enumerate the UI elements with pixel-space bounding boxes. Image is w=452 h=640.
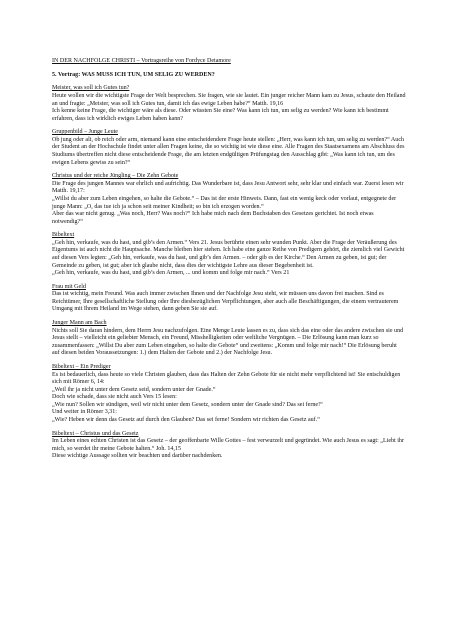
paragraph: Aber das war nicht genug. „Was noch, Herr? Was noch?“ Ich habe mich nach dem Buchstaben des Gesetzes gerichtet. Ist noch etwas notwendig?“	[52, 211, 374, 225]
section-heading: Christus und der reiche Jüngling – Die Zehn Gebote	[52, 173, 179, 180]
section	[52, 85, 406, 123]
paragraph: „Geh hin, verkaufe, was du hast, und gib’s den Armen, ... und komm und folge mir nach.“ Vers 21	[52, 270, 290, 277]
paragraph: Ich kenne keine Frage, die wichtiger wäre als diese. Oder wüssten Sie eine? Was kann ich tun, um selig zu werden? Wie kann ich bestimmt erfahren, dass ich wirklich ewiges Leben haben kann?	[52, 108, 389, 122]
paragraph: Das ist wichtig, mein Freund. Was auch immer zwischen Ihnen und der Nachfolge Jesu steht, wir müssen uns davon frei machen. Sind es Reichtümer, Ihre gesellschaftliche Stellung oder Ihre diesbezüglichen Verpflichtungen, aber auch alle Beschäftigungen, die einem vertrauterem Umgang mit Ihrem Heiland im Wege stehen, dann geben Sie sie auf.	[52, 291, 399, 313]
lecture-title: 5. Vortrag: WAS MUSS ICH TUN, UM SELIG ZU WERDEN?	[52, 71, 215, 78]
section-heading: Frau mit Geld	[52, 283, 86, 290]
paragraph: Und weiter in Römer 3,31:	[52, 409, 117, 416]
section	[52, 129, 406, 167]
section-heading: Bibeltext – Christus und das Gesetz	[52, 430, 139, 437]
section	[52, 173, 406, 226]
section-heading: Meister, was soll ich Gutes tun?	[52, 85, 130, 92]
paragraph: Ob jung oder alt, ob reich oder arm, niemand kann eine entscheidendere Frage heute stellen: „Herr, was kann ich tun, um selig zu werden?“ Auch der Student an der Hochschule findet unter allen Fragen keine, die so wichtig ist wie diese eine. Alle Fragen des Staatsexamens am Abschluss des Studiums übertreffen nicht diese entscheidende Frage, die am letzten endgültigen Prüfungstag den Ausschlag gibt: „Was kann ich tun, um des ewigen Lebens gewiss zu sein?“	[52, 136, 405, 166]
section	[52, 431, 406, 461]
sections	[52, 85, 406, 460]
paragraph: „Weil ihr ja nicht unter dem Gesetz seid, sondern unter der Gnade.“	[52, 386, 216, 393]
paragraph: Im Leben eines echten Christen ist das Gesetz – der geoffenbarte Wille Gottes – fest verwurzelt und gegründet. Wie auch Jesus es sagt: „Liebt ihr mich, so werdet ihr meine Gebote halten.“ Joh. 14,15	[52, 438, 404, 452]
paragraph: Heute wollen wir die wichtigste Frage der Welt besprechen. Sie fragen, wie sie lautet. Ein junger reicher Mann kam zu Jesus, schaute den Heiland an und fragte: „Meister, was soll ich Gutes tun, damit ich das ewige Leben habe?“ Matth. 19,16	[52, 93, 406, 107]
section-heading: Junger Mann am Bach	[52, 320, 107, 327]
section	[52, 232, 406, 277]
section	[52, 320, 406, 358]
paragraph: Nichts soll Sie daran hindern, dem Herrn Jesu nachzufolgen. Eine Menge Leute lassen es zu, dass sich das eine oder das andere zwischen sie und Jesus stellt – vielleicht ein geliebter Mensch, ein Freund, Misshelligkeiten oder weltliche Vergnügen. – Die Erlösung kann man kurz so zusammenfassen: „Willst Du aber zum Leben eingehen, so halte die Gebote“ und zweitens: „Komm und folge mir nach!“ Die Erlösung beruht auf diesen beiden Voraussetzungen: 1.) dem Halten der Gebote und 2.) der Nachfolge Jesu.	[52, 327, 404, 357]
section	[52, 284, 406, 314]
paragraph: Doch wie schade, dass sie nicht auch Vers 15 lesen:	[52, 394, 177, 401]
section-heading: Bibeltext – Ein Prediger	[52, 364, 111, 371]
paragraph: „Willst du aber zum Leben eingehen, so halte die Gebote.“ – Das ist der erste Hinweis. Dann, fast ein wenig keck oder vorlaut, entgegnete der junge Mann: „O, das tue ich ja schon seit meiner Kindheit; so bin ich erzogen worden.“	[52, 195, 397, 210]
section	[52, 364, 406, 424]
paragraph: Es ist bedauerlich, dass heute so viele Christen glauben, dass das Halten der Zehn Gebote für sie nicht mehr verpflichtend ist! Sie entschuldigen sich mit Römer 6, 14:	[52, 371, 401, 386]
paragraph: Die Frage des jungen Mannes war ehrlich und aufrichtig. Das Wunderbare ist, dass Jesu Antwort sehr, sehr klar und einfach war. Zuerst lesen wir Matth. 19,17:	[52, 180, 404, 195]
paragraph: „Wie? Heben wir denn das Gesetz auf durch den Glauben? Das sei ferne! Sondern wir richten das Gesetz auf.“	[52, 416, 320, 423]
paragraph: „Geh hin, verkaufe, was du hast, und gib’s den Armen.“ Vers 21. Jesus berührte einen sehr wunden Punkt. Aber die Frage der Veräußerung des Eigentums ist auch nicht die Hauptsache. Manche bleiben hier stehen. Ich habe eine ganze Reihe von Predigern gehört, die ziemlich viel Gewicht auf diesen Vers legten: „Geh hin, verkaufe, was du hast, und gib’s den Armen. – oder gib es der Kirche.“ Den Armen zu geben, ist gut; der Gemeinde zu geben, ist gut; aber ich glaube nicht, dass dies der wichtigste Lehre aus dieser Begebenheit ist.	[52, 239, 405, 269]
section-heading: Gruppenbild – Junge Leute	[52, 129, 118, 136]
paragraph: „Wie nun? Sollen wir sündigen, weil wir nicht unter dem Gesetz, sondern unter der Gnade sind? Das sei ferne!“	[52, 401, 323, 408]
paragraph: Diese wichtige Aussage sollten wir beachten und darüber nachdenken.	[52, 453, 223, 460]
section-heading: Bibeltext	[52, 232, 75, 239]
series-header: IN DER NACHFOLGE CHRISTI – Vortragsreihe von Fordyce Detamore	[52, 58, 231, 64]
